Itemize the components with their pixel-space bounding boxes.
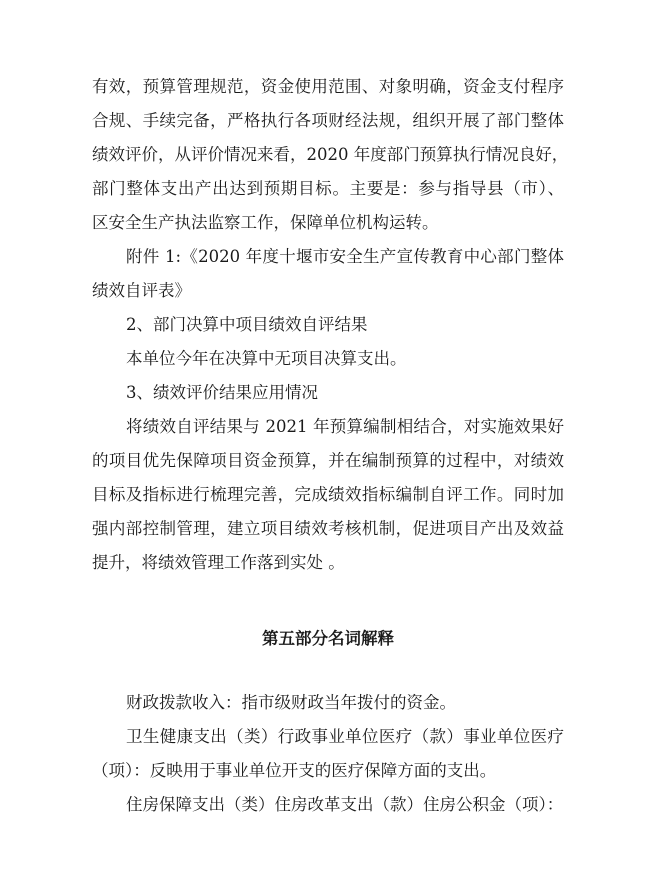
section2-text: 本单位今年在决算中无项目决算支出。: [126, 349, 407, 368]
attachment-line-1: 附件 1:《2020 年度十堰市安全生产宣传教育中心部门整体: [126, 247, 564, 266]
para1-line-4: 部门整体支出产出达到预期目标。主要是：参与指导县（市）、: [92, 179, 564, 198]
term2-line-1: 卫生健康支出（类）行政事业单位医疗（款）事业单位医疗: [126, 727, 564, 746]
para1-line-3: 绩效评价，从评价情况来看，2020 年度部门预算执行情况良好，: [92, 145, 569, 164]
para3-line-5: 提升，将绩效管理工作落到实处 。: [92, 553, 345, 572]
term2-line-2: （项）：反映用于事业单位开支的医疗保障方面的支出。: [92, 761, 497, 780]
para3-line-3: 目标及指标进行梳理完善，完成绩效指标编制自评工作。同时加: [92, 485, 564, 504]
section2-title: 2、部门决算中项目绩效自评结果: [126, 315, 368, 334]
document-page: [92, 70, 569, 822]
para3-line-4: 强内部控制管理，建立项目绩效考核机制，促进项目产出及效益: [92, 519, 564, 538]
term1: 财政拨款收入：指市级财政当年拨付的资金。: [126, 693, 456, 712]
para1-line-5: 区安全生产执法监察工作，保障单位机构运转。: [92, 213, 439, 232]
para1-line-2: 合规、手续完备，严格执行各项财经法规，组织开展了部门整体: [92, 111, 564, 130]
spacer: [92, 656, 564, 686]
term3: 住房保障支出（类）住房改革支出（款）住房公积金（项）：: [126, 795, 564, 814]
section3-title: 3、绩效评价结果应用情况: [126, 383, 318, 402]
para1-line-1: 有效，预算管理规范，资金使用范围、对象明确，资金支付程序: [92, 77, 564, 96]
para3-line-2: 的项目优先保障项目资金预算，并在编制预算的过程中，对绩效: [92, 451, 564, 470]
part5-heading: 第五部分名词解释: [262, 629, 394, 648]
para3-line-1: 将绩效自评结果与 2021 年预算编制相结合，对实施效果好: [126, 417, 564, 436]
attachment-line-2: 绩效自评表》: [92, 281, 191, 300]
spacer: [92, 580, 564, 622]
